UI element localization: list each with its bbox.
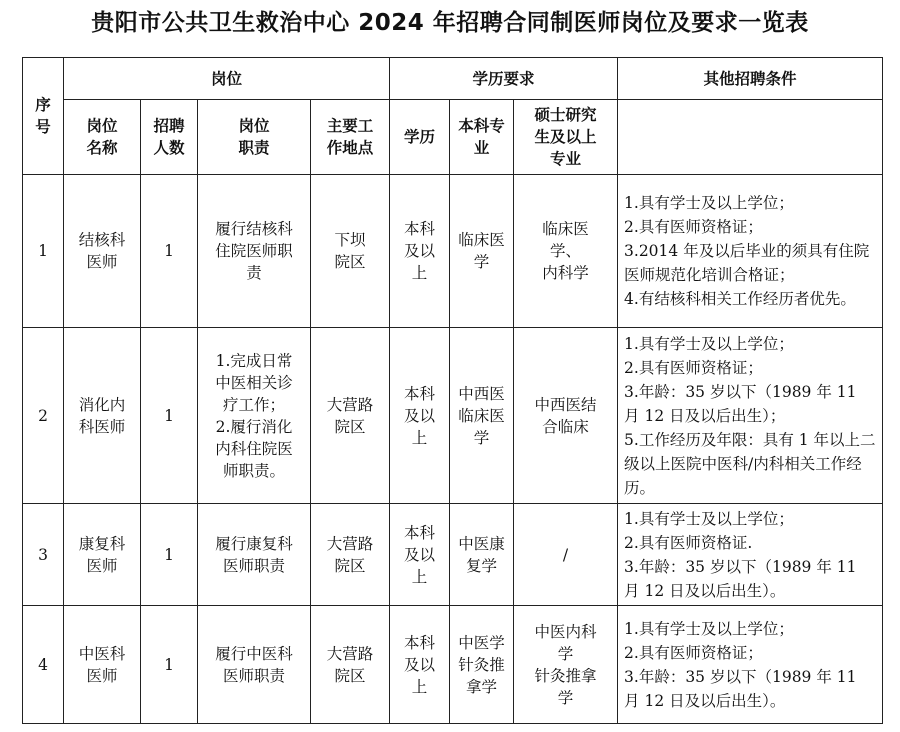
condition-line: 5.工作经历及年限：具有 1 年以上二级以上医院中医科/内科相关工作经历。 [624,430,876,497]
cell-recruit-count: 1 [141,328,198,504]
header-seq: 序 号 [23,58,64,175]
cell-undergrad-major: 中西医 临床医 学 [450,328,514,504]
cell-recruit-count: 1 [141,175,198,328]
cell-duty: 履行康复科 医师职责 [198,504,311,606]
cell-location: 下坝 院区 [311,175,390,328]
page-title: 贵阳市公共卫生救治中心 2024 年招聘合同制医师岗位及要求一览表 [91,10,809,36]
cell-degree: 本科 及以 上 [390,606,450,724]
cell-conditions [618,175,883,328]
cell-conditions [618,328,883,504]
cell-seq: 4 [23,606,64,724]
table-row [23,328,883,504]
cell-undergrad-major: 中医学 针灸推 拿学 [450,606,514,724]
cell-undergrad-major: 临床医 学 [450,175,514,328]
header-group-other: 其他招聘条件 [618,58,883,100]
cell-conditions [618,504,883,606]
header-location: 主要工 作地点 [311,100,390,175]
condition-line: 2.具有医师资格证. [624,533,753,552]
recruitment-table [22,57,883,724]
cell-duty: 履行中医科 医师职责 [198,606,311,724]
cell-degree: 本科 及以 上 [390,328,450,504]
cell-seq: 2 [23,328,64,504]
condition-line: 2.具有医师资格证； [624,643,763,662]
header-grad-major: 硕士研究 生及以上 专业 [514,100,618,175]
cell-grad-major: / [514,504,618,606]
cell-grad-major: 中医内科 学 针灸推拿 学 [514,606,618,724]
header-recruit-count: 招聘 人数 [141,100,198,175]
cell-position-name: 康复科 医师 [64,504,141,606]
cell-duty: 履行结核科 住院医师职 责 [198,175,311,328]
header-undergrad-major: 本科专 业 [450,100,514,175]
cell-conditions [618,606,883,724]
header-position-name: 岗位 名称 [64,100,141,175]
cell-degree: 本科 及以 上 [390,504,450,606]
cell-location: 大营路 院区 [311,606,390,724]
header-row-columns [23,100,883,175]
condition-line: 2.具有医师资格证； [624,358,763,377]
cell-grad-major: 临床医 学、 内科学 [514,175,618,328]
cell-position-name: 结核科 医师 [64,175,141,328]
condition-line: 3.年龄：35 岁以下（1989 年 11 月 12 日及以后出生）； [624,382,857,425]
condition-line: 1.具有学士及以上学位； [624,619,794,638]
cell-seq: 1 [23,175,64,328]
condition-line: 1.具有学士及以上学位； [624,194,794,212]
condition-line: 2.具有医师资格证； [624,218,763,236]
cell-position-name: 消化内 科医师 [64,328,141,504]
cell-location: 大营路 院区 [311,504,390,606]
cell-grad-major: 中西医结 合临床 [514,328,618,504]
cell-recruit-count: 1 [141,504,198,606]
condition-line: 4.有结核科相关工作经历者优先。 [624,290,856,308]
table-row [23,606,883,724]
table-row [23,175,883,328]
header-row-group [23,58,883,100]
header-degree: 学历 [390,100,450,175]
cell-recruit-count: 1 [141,606,198,724]
cell-duty: 1.完成日常 中医相关诊 疗工作； 2.履行消化 内科住院医 师职责。 [198,328,311,504]
table-row [23,504,883,606]
header-conditions-blank [618,100,883,175]
cell-location: 大营路 院区 [311,328,390,504]
condition-line: 3.年龄：35 岁以下（1989 年 11 月 12 日及以后出生）。 [624,557,857,600]
header-group-position: 岗位 [64,58,390,100]
cell-undergrad-major: 中医康 复学 [450,504,514,606]
condition-line: 1.具有学士及以上学位； [624,334,794,353]
cell-degree: 本科 及以 上 [390,175,450,328]
condition-line: 1.具有学士及以上学位； [624,509,794,528]
cell-position-name: 中医科 医师 [64,606,141,724]
header-duty: 岗位 职责 [198,100,311,175]
condition-line: 3.2014 年及以后毕业的须具有住院医师规范化培训合格证； [624,242,870,284]
cell-seq: 3 [23,504,64,606]
condition-line: 3.年龄：35 岁以下（1989 年 11 月 12 日及以后出生）。 [624,667,857,710]
header-group-education: 学历要求 [390,58,618,100]
